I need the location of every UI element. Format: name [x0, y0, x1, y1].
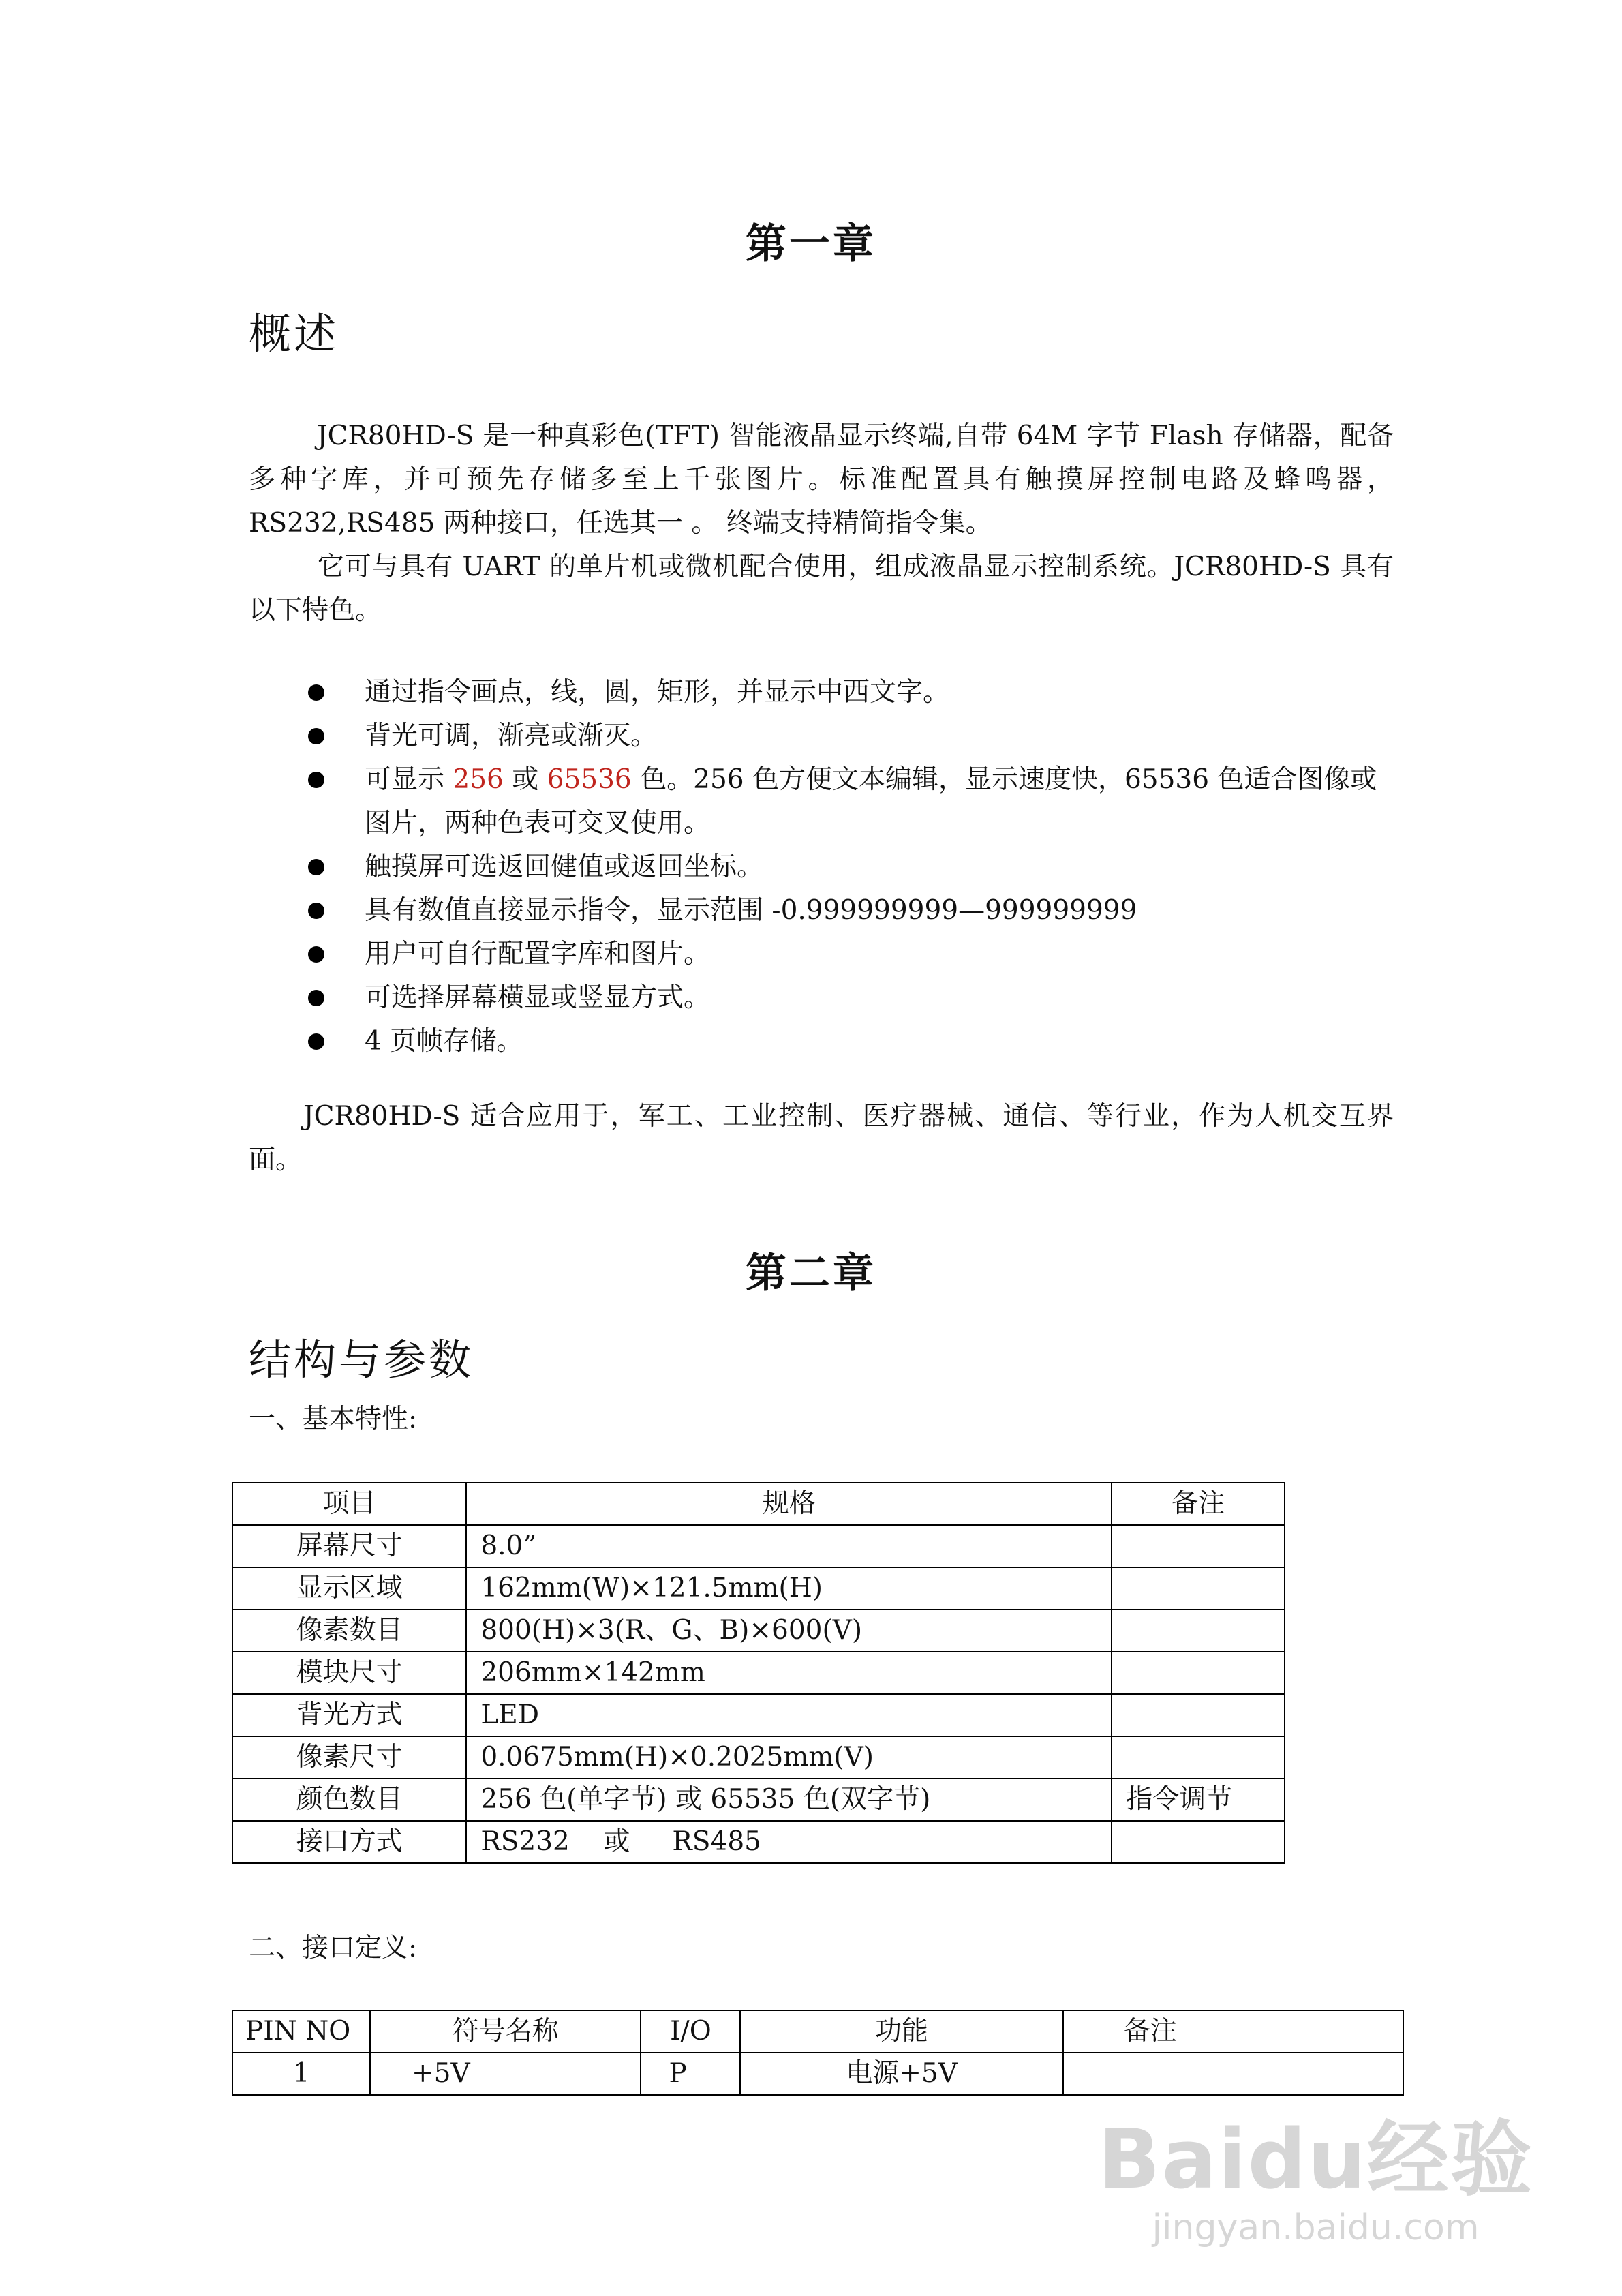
feature-item: 4 页帧存储。	[307, 1020, 1397, 1063]
basic-features-subheading: 一、基本特性:	[249, 1404, 418, 1434]
feature-item: 通过指令画点，线，圆，矩形，并显示中西文字。	[307, 671, 1397, 714]
header-cell: 备注	[1063, 2010, 1403, 2053]
table-row: 颜色数目 256 色(单字节) 或 65535 色(双字节) 指令调节	[232, 1779, 1285, 1821]
chapter-2-title: 第二章	[746, 1250, 876, 1297]
bullet-icon	[308, 684, 324, 701]
pin-table-header	[232, 2010, 1403, 2053]
chapter-1-title: 第一章	[746, 220, 876, 268]
bullet-icon	[308, 946, 324, 963]
feature-item: 具有数值直接显示指令，显示范围 -0.999999999—999999999	[307, 889, 1397, 933]
feature-list	[307, 671, 1397, 1063]
table-row: 屏幕尺寸 8.0”	[232, 1525, 1285, 1567]
overview-paragraph-2	[249, 545, 1394, 633]
table-row: 显示区域 162mm(W)×121.5mm(H)	[232, 1567, 1285, 1610]
overview-paragraph-2-text: 它可与具有 UART 的单片机或微机配合使用，组成液晶显示控制系统。JCR80HD-S 具有以下特色。	[249, 552, 1394, 626]
bullet-icon	[308, 1033, 324, 1050]
watermark-url: jingyan.baidu.com	[1152, 2207, 1480, 2248]
color-256-highlight: 256	[453, 764, 504, 795]
color-65536-highlight: 65536	[547, 764, 632, 795]
overview-paragraph-1	[249, 414, 1394, 545]
header-cell: 符号名称	[370, 2010, 641, 2053]
application-paragraph-text: JCR80HD-S 适合应用于，军工、工业控制、医疗器械、通信、等行业，作为人机交互界面。	[249, 1101, 1394, 1175]
table-row: 接口方式 RS232 或 RS485	[232, 1821, 1285, 1863]
feature-item: 触摸屏可选返回健值或返回坐标。	[307, 845, 1397, 889]
header-cell: 功能	[740, 2010, 1062, 2053]
table-row: 像素数目 800(H)×3(R、G、B)×600(V)	[232, 1610, 1285, 1652]
baidu-logo: Baidu经验	[1098, 2113, 1533, 2207]
header-cell: I/O	[641, 2010, 740, 2053]
bullet-icon	[308, 990, 324, 1006]
table-row: 背光方式 LED	[232, 1694, 1285, 1736]
header-cell: 规格	[466, 1483, 1112, 1525]
bullet-icon	[308, 903, 324, 919]
section-structure-heading: 结构与参数	[249, 1335, 474, 1385]
feature-item: 可选择屏幕横显或竖显方式。	[307, 976, 1397, 1020]
pin-table	[232, 2010, 1404, 2096]
application-paragraph	[249, 1095, 1394, 1182]
spec-table	[232, 1482, 1285, 1864]
header-cell: 备注	[1112, 1483, 1285, 1525]
feature-item: 用户可自行配置字库和图片。	[307, 933, 1397, 976]
bullet-icon	[308, 728, 324, 744]
bullet-icon	[308, 859, 324, 875]
table-row: 1 +5V P 电源+5V	[232, 2053, 1403, 2095]
header-cell: PIN NO	[232, 2010, 370, 2053]
section-overview-heading: 概述	[249, 309, 339, 359]
interface-definition-subheading: 二、接口定义:	[249, 1933, 418, 1963]
table-row: 模块尺寸 206mm×142mm	[232, 1652, 1285, 1694]
table-row: 像素尺寸 0.0675mm(H)×0.2025mm(V)	[232, 1736, 1285, 1779]
overview-paragraph-1-text: JCR80HD-S 是一种真彩色(TFT) 智能液晶显示终端,自带 64M 字节 Flash 存储器，配备多种字库，并可预先存储多至上千张图片。标准配置具有触摸屏控制电路及蜂鸣器，RS232,RS485 两种接口，任选其一 。 终端支持精简指令集。	[249, 421, 1394, 539]
baidu-jingyan-watermark	[1098, 2094, 1533, 2248]
feature-item-colors: 可显示 256 或 65536 色。256 色方便文本编辑，显示速度快，65536 色适合图像或图片，两种色表可交叉使用。	[307, 758, 1397, 845]
feature-item: 背光可调，渐亮或渐灭。	[307, 714, 1397, 758]
bullet-icon	[308, 772, 324, 788]
header-cell: 项目	[232, 1483, 466, 1525]
spec-table-header	[232, 1483, 1285, 1525]
